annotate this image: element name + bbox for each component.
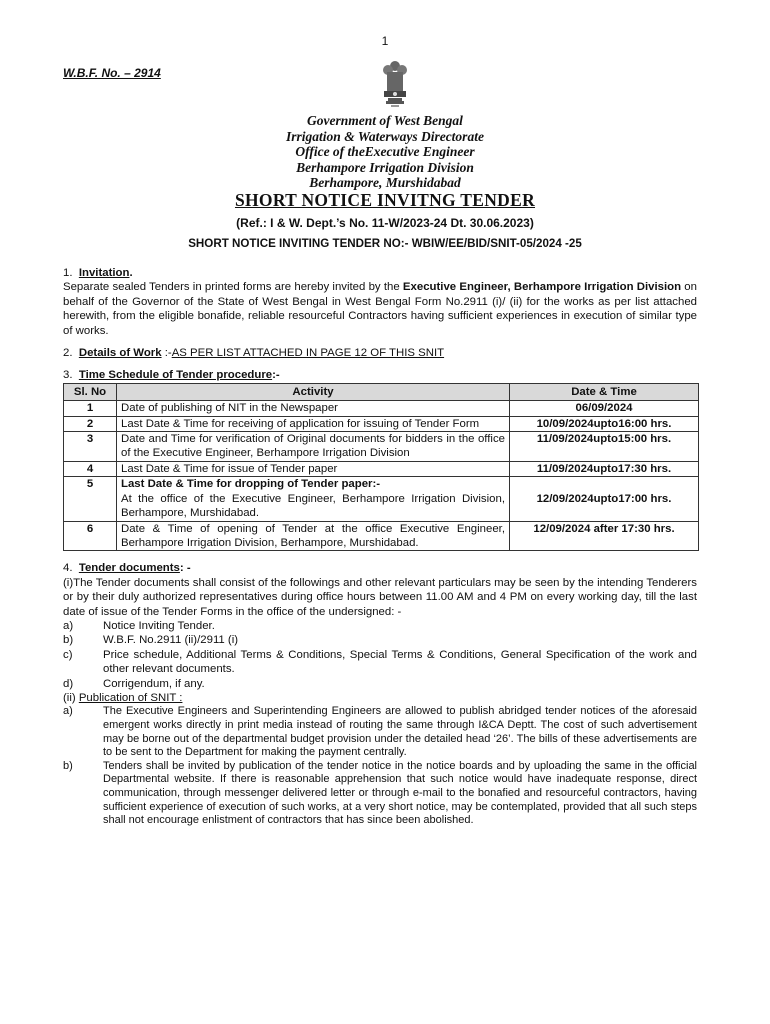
section-label: Invitation	[78, 267, 130, 279]
office-header	[0, 113, 770, 191]
row-datetime: 11/09/2024upto15:00 hrs.	[510, 432, 699, 462]
list-item	[63, 648, 697, 677]
section-label: Tender documents	[78, 562, 180, 575]
section-label: Time Schedule of Tender procedure	[78, 369, 273, 382]
list-marker: a)	[63, 705, 73, 718]
separator: : -	[179, 562, 191, 575]
page-number: 1	[381, 34, 389, 48]
section-number: 2.	[63, 347, 73, 360]
row-datetime: 12/09/2024 after 17:30 hrs.	[510, 521, 699, 551]
list-marker: a)	[63, 619, 74, 632]
list-marker: c)	[63, 648, 73, 661]
section-number: 3.	[63, 369, 73, 382]
separator: :-	[161, 347, 172, 360]
list-item	[63, 619, 697, 633]
list-item	[63, 633, 697, 647]
reference-line: (Ref.: I & W. Dept.’s No. 11-W/2023-24 Dt. 30.06.2023)	[236, 216, 534, 230]
invitation-text	[63, 280, 697, 338]
row-datetime: 11/09/2024upto17:30 hrs.	[510, 461, 699, 476]
row-sl: 2	[64, 416, 117, 431]
list-marker: b)	[63, 634, 74, 647]
documents-list	[63, 619, 697, 691]
office-line: Irrigation & Waterways Directorate	[286, 128, 484, 144]
table-row	[64, 521, 699, 551]
row-datetime: 12/09/2024upto17:00 hrs.	[510, 477, 699, 521]
section-details-heading	[63, 346, 697, 360]
row-activity: Date and Time for verification of Original documents for bidders in the office of the Executive Engineer, Berhampore Irrigation Division	[117, 432, 510, 462]
publication-label: Publication of SNIT :	[78, 691, 183, 704]
list-text: Price schedule, Additional Terms & Conditions, Special Terms & Conditions, General Specification of the work and other relevant documents.	[103, 648, 697, 676]
publication-heading	[63, 691, 697, 705]
office-line: Office of theExecutive Engineer	[295, 144, 475, 160]
list-item	[63, 760, 697, 828]
list-text: The Executive Engineers and Superintending Engineers are allowed to publish abridged tender notices of the aforesaid emergent works directly in print media instead of routing the same through I&CA Deptt. The cost of such advertisement may be borne out of the departmental budget provision under the detailed head ‘26’. The bills of these advertisements are to be sent to the Department for making the payment centrally.	[103, 705, 697, 759]
row-activity-text: At the office of the Executive Engineer, Berhampore Irrigation Division, Berhampore, Murshidabad.	[121, 492, 505, 520]
text-run-bold: Executive Engineer, Berhampore Irrigation Division	[402, 281, 682, 294]
text-run: (ii)	[63, 691, 79, 704]
section-number: 4.	[63, 562, 73, 575]
row-activity	[117, 477, 510, 521]
table-row	[64, 432, 699, 462]
publication-list	[63, 705, 697, 827]
row-activity: Date & Time of opening of Tender at the office Executive Engineer, Berhampore Irrigation Division, Berhampore, Murshidabad.	[117, 521, 510, 551]
schedule-table	[63, 383, 699, 551]
office-line: Berhampore, Murshidabad	[309, 175, 461, 191]
form-reference: W.B.F. No. – 2914	[63, 66, 161, 80]
row-sl: 5	[64, 477, 117, 521]
separator: :-	[272, 369, 280, 382]
list-item	[63, 677, 697, 691]
row-datetime: 06/09/2024	[510, 401, 699, 416]
row-sl: 4	[64, 461, 117, 476]
text-run: Separate sealed Tenders in printed forms are hereby invited by the	[63, 281, 403, 294]
row-activity: Date of publishing of NIT in the Newspaper	[117, 401, 510, 416]
row-sl: 3	[64, 432, 117, 462]
list-item	[63, 705, 697, 759]
row-activity-heading: Last Date & Time for dropping of Tender paper:-	[121, 478, 381, 491]
snit-number: SHORT NOTICE INVITING TENDER NO:- WBIW/EE/BID/SNIT-05/2024 -25	[188, 237, 582, 250]
documents-intro: (i)The Tender documents shall consist of the followings and other relevant particulars may be seen by the intending Tenderers or by their duly authorized representatives during office hours between 11.00 AM and 4 PM on every working day, till the last date of issue of the Tender Forms in the office of the undersigned: -	[63, 576, 697, 618]
table-row	[64, 461, 699, 476]
section-schedule-heading	[63, 368, 697, 382]
table-header-row	[64, 383, 699, 400]
column-header: Date & Time	[510, 383, 699, 400]
text-run: on behalf of the Governor of the State of West Bengal in West Bengal Form No.2911 (i)/ (ii) for the works as per list attached herewith, from the eligible bonafide, reliable resourceful Contractors having sufficient experiences in execution of similar type of works.	[63, 281, 697, 337]
document-body	[63, 266, 697, 828]
row-activity: Last Date & Time for issue of Tender paper	[117, 461, 510, 476]
section-documents-heading	[63, 561, 697, 575]
document-title: SHORT NOTICE INVITNG TENDER	[234, 190, 536, 210]
row-activity: Last Date & Time for receiving of application for issuing of Tender Form	[117, 416, 510, 431]
row-sl: 1	[64, 401, 117, 416]
office-line: Berhampore Irrigation Division	[296, 159, 474, 175]
list-marker: b)	[63, 759, 73, 772]
list-text: Notice Inviting Tender.	[103, 619, 215, 632]
list-text: W.B.F. No.2911 (ii)/2911 (i)	[103, 634, 239, 647]
section-number: 1.	[63, 267, 73, 279]
column-header: Sl. No	[64, 383, 117, 400]
office-line: Government of West Bengal	[307, 113, 463, 128]
row-sl: 6	[64, 521, 117, 551]
list-marker: d)	[63, 677, 74, 690]
section-invitation-heading: 1. Invitation.	[63, 267, 133, 279]
table-row	[64, 401, 699, 416]
table-row	[64, 416, 699, 431]
section-label: Details of Work	[78, 347, 162, 360]
details-value: AS PER LIST ATTACHED IN PAGE 12 OF THIS SNIT	[171, 347, 445, 360]
row-datetime: 10/09/2024upto16:00 hrs.	[510, 416, 699, 431]
list-text: Corrigendum, if any.	[103, 677, 205, 690]
table-row	[64, 477, 699, 521]
column-header: Activity	[117, 383, 510, 400]
state-emblem-icon	[375, 58, 415, 108]
list-text: Tenders shall be invited by publication of the tender notice in the notice boards and by uploading the same in the official Departmental website. If there is reasonable apprehension that such notice would have inadequate response, direct communication, through messenger delivered letter or through e-mail to the bonafied and resourceful contractors, having sufficient experience of execution of such works, at a very short notice, may be contemplated, provided that all such steps shall not encourage enlistment of contractors that has since been abolished.	[103, 759, 697, 827]
